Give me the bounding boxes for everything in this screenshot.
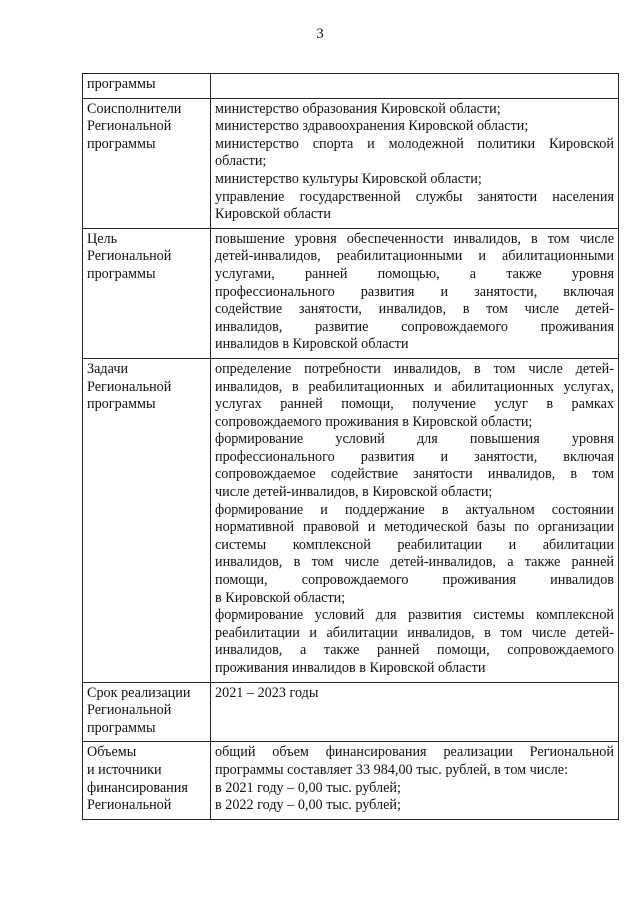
row-label-cell: [83, 98, 211, 228]
row-content-line: определение потребности инвалидов, в том числе детей-: [215, 360, 614, 377]
row-label-line: Региональной: [87, 797, 172, 814]
row-content-line: в Кировской области;: [215, 589, 346, 606]
row-content-line: услугами, ранней помощью, а также уровня: [215, 265, 614, 282]
row-content-line: министерство образования Кировской области;: [215, 100, 501, 117]
row-label-line: программы: [87, 719, 156, 736]
row-content-cell: [211, 682, 619, 742]
row-content-cell: [211, 358, 619, 682]
row-label-line: Региональной: [87, 378, 172, 395]
row-content-line: реабилитации и абилитации инвалидов, в том числе детей-: [215, 624, 614, 641]
row-content-cell: [211, 742, 619, 819]
row-content-cell: [211, 98, 619, 228]
passport-row: [83, 74, 619, 99]
row-content-line: 2021 – 2023 годы: [215, 684, 319, 701]
row-label-cell: [83, 742, 211, 819]
passport-row: [83, 358, 619, 682]
row-content-line: инвалидов, а также ранней помощи, сопровождаемого: [215, 642, 614, 659]
row-content-line: детей-инвалидов, реабилитационными и абилитационными: [215, 248, 614, 265]
row-content-line: министерство здравоохранения Кировской области;: [215, 118, 529, 135]
row-label-cell: [83, 228, 211, 358]
row-content-line: системы комплексной реабилитации и абилитации: [215, 536, 614, 553]
row-label-line: Региональной: [87, 118, 172, 135]
row-label-line: Цель: [87, 230, 118, 247]
passport-row: [83, 742, 619, 819]
row-content-line: управление государственной службы занятости населения: [215, 188, 614, 205]
row-content-line: общий объем финансирования реализации Региональной: [215, 744, 614, 761]
row-label-cell: [83, 682, 211, 742]
row-label-line: Региональной: [87, 702, 172, 719]
row-content-line: сопровождаемого проживания в Кировской области;: [215, 413, 533, 430]
row-label-line: Срок реализации: [87, 684, 191, 701]
row-content-line: сопровождаемое содействие занятости инвалидов, в том: [215, 466, 614, 483]
row-content-line: нормативной правовой и методической базы по организации: [215, 519, 614, 536]
row-content-line: министерство спорта и молодежной политики Кировской: [215, 135, 614, 152]
row-label-cell: [83, 74, 211, 99]
row-content-line: области;: [215, 153, 267, 170]
row-content-line: инвалидов, развитие сопровождаемого проживания: [215, 318, 614, 335]
row-content-line: формирование и поддержание в актуальном состоянии: [215, 501, 614, 518]
row-content-line: профессионального развития и занятости, включая: [215, 448, 614, 465]
passport-table-body: [83, 74, 619, 820]
passport-row: [83, 98, 619, 228]
row-content-line: министерство культуры Кировской области;: [215, 170, 482, 187]
row-content-line: числе детей-инвалидов, в Кировской области;: [215, 484, 493, 501]
row-content-line: инвалидов в Кировской области: [215, 336, 409, 353]
row-content-line: профессионального развития и занятости, включая: [215, 283, 614, 300]
row-label-line: Соисполнители: [87, 100, 182, 117]
row-content-line: инвалидов, в том числе детей-инвалидов, а также ранней: [215, 554, 614, 571]
page-number: 3: [316, 26, 324, 42]
row-content-cell: [211, 74, 619, 99]
row-content-line: программы составляет 33 984,00 тыс. рублей, в том числе:: [215, 761, 569, 778]
row-content-line: проживания инвалидов в Кировской области: [215, 660, 486, 676]
row-label-line: программы: [87, 76, 156, 92]
row-label-line: Объемы: [87, 744, 137, 761]
row-label-cell: [83, 358, 211, 682]
row-content-line: формирование условий для повышения уровня: [215, 431, 614, 448]
passport-row: [83, 228, 619, 358]
passport-row: [83, 682, 619, 742]
row-label-line: программы: [87, 265, 156, 282]
row-content-line: Кировской области: [215, 206, 331, 223]
row-content-line: повышение уровня обеспеченности инвалидов, в том числе: [215, 230, 614, 247]
row-content-line: формирование условий для развития системы комплексной: [215, 607, 614, 624]
row-label-line: программы: [87, 135, 156, 152]
program-passport-table: [82, 73, 619, 820]
row-content-line: в 2021 году – 0,00 тыс. рублей;: [215, 779, 401, 796]
row-content-cell: [211, 228, 619, 358]
row-content-line: помощи, сопровождаемого проживания инвалидов: [215, 572, 614, 589]
row-label-line: Задачи: [87, 360, 129, 377]
row-content-line: инвалидов, в реабилитационных и абилитационных услугах,: [215, 378, 614, 395]
row-content-line: в 2022 году – 0,00 тыс. рублей;: [215, 797, 401, 814]
row-label-line: Региональной: [87, 248, 172, 265]
row-content-line: содействие занятости, инвалидов, в том числе детей-: [215, 301, 614, 318]
row-label-line: финансирования: [87, 779, 188, 796]
row-content-line: услугах ранней помощи, получение услуг в рамках: [215, 396, 614, 413]
row-label-line: и источники: [87, 761, 162, 778]
row-label-line: программы: [87, 396, 156, 413]
